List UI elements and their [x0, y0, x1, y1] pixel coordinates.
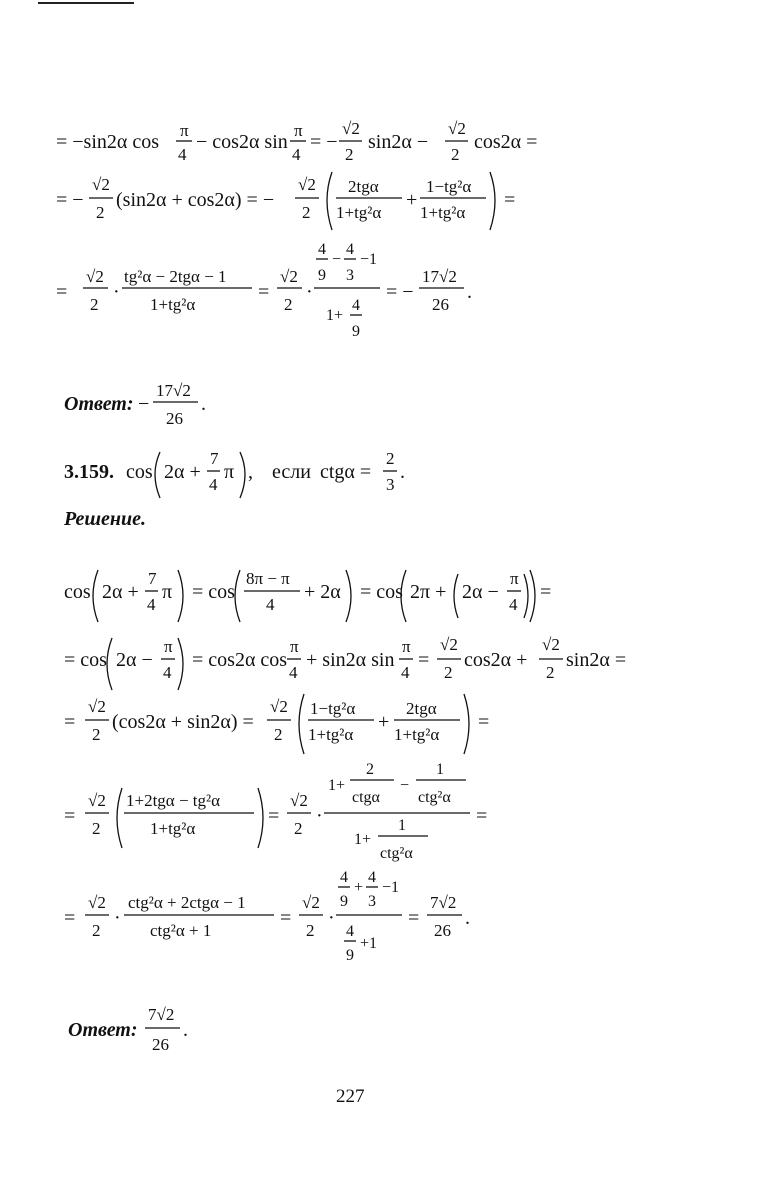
svg-text:4: 4	[509, 595, 518, 614]
equation-prev-line-3	[56, 242, 496, 346]
svg-text:2: 2	[366, 761, 374, 778]
svg-text:π: π	[180, 121, 189, 140]
svg-text:π: π	[290, 637, 299, 656]
svg-text:π: π	[294, 121, 303, 140]
svg-text:2: 2	[306, 921, 315, 940]
svg-text:1+: 1+	[326, 307, 344, 324]
svg-text:1+: 1+	[354, 831, 372, 848]
svg-text:·: ·	[328, 907, 335, 929]
svg-text:√2: √2	[88, 697, 106, 716]
svg-text:2: 2	[302, 203, 311, 222]
svg-text:.: .	[201, 393, 206, 415]
svg-text:1: 1	[398, 817, 406, 834]
svg-text:2: 2	[546, 663, 555, 682]
svg-text:− cos2α sin: − cos2α sin	[196, 131, 288, 153]
svg-text:4: 4	[318, 241, 326, 258]
svg-text:.: .	[467, 281, 472, 303]
svg-text:√2: √2	[86, 267, 104, 286]
svg-text:tg²α − 2tgα − 1: tg²α − 2tgα − 1	[124, 267, 227, 286]
svg-text:√2: √2	[88, 893, 106, 912]
svg-text:2tgα: 2tgα	[406, 699, 437, 718]
svg-text:=: =	[476, 805, 488, 827]
top-rule	[38, 2, 134, 4]
svg-text:=: =	[478, 711, 490, 733]
svg-text:= −sin2α cos: = −sin2α cos	[56, 131, 160, 153]
svg-text:4: 4	[352, 297, 360, 314]
svg-text:·: ·	[114, 907, 121, 929]
svg-text:7: 7	[148, 569, 157, 588]
svg-text:2: 2	[294, 819, 303, 838]
svg-text:√2: √2	[280, 267, 298, 286]
svg-text:7√2: 7√2	[148, 1005, 175, 1024]
svg-text:2: 2	[451, 145, 460, 164]
svg-text:ctg²α: ctg²α	[418, 789, 451, 806]
svg-text:= −: = −	[386, 281, 414, 303]
svg-text:ctgα =: ctgα =	[320, 461, 372, 483]
svg-text:cos: cos	[126, 461, 153, 483]
svg-text:cos2α =: cos2α =	[474, 131, 538, 153]
svg-text:=: =	[540, 581, 552, 603]
svg-text:=: =	[280, 907, 292, 929]
svg-text:= −: = −	[310, 131, 338, 153]
svg-text:26: 26	[152, 1035, 169, 1054]
previous-answer	[64, 372, 264, 436]
svg-text:2: 2	[92, 725, 101, 744]
svg-text:=: =	[504, 189, 516, 211]
svg-text:1+tg²α: 1+tg²α	[150, 819, 196, 838]
svg-text:·: ·	[306, 281, 313, 303]
svg-text:√2: √2	[290, 791, 308, 810]
svg-text:+: +	[378, 711, 390, 733]
solution-label: Решение.	[64, 508, 147, 530]
svg-text:π: π	[162, 581, 173, 603]
svg-text:2: 2	[386, 449, 395, 468]
svg-text:√2: √2	[270, 697, 288, 716]
svg-text:1−tg²α: 1−tg²α	[426, 177, 472, 196]
equation-solution-line-4	[64, 760, 504, 870]
svg-text:26: 26	[166, 409, 183, 428]
svg-text:=: =	[418, 649, 430, 671]
svg-text:1+tg²α: 1+tg²α	[420, 203, 466, 222]
svg-text:cos: cos	[64, 581, 91, 603]
equation-prev-line-1	[56, 108, 556, 168]
svg-text:9: 9	[352, 323, 360, 340]
svg-text:4: 4	[346, 241, 354, 258]
problem-number: 3.159.	[64, 461, 114, 483]
svg-text:.: .	[465, 907, 470, 929]
svg-text:2: 2	[90, 295, 99, 314]
svg-text:9: 9	[340, 893, 348, 910]
svg-text:−: −	[400, 777, 410, 794]
svg-text:+: +	[354, 879, 364, 896]
svg-text:2α −: 2α −	[462, 581, 499, 603]
svg-text:π: π	[510, 569, 519, 588]
svg-text:,: ,	[248, 461, 253, 483]
svg-text:4: 4	[178, 145, 187, 164]
svg-text:−: −	[332, 251, 342, 268]
svg-text:.: .	[183, 1019, 188, 1041]
svg-text:+: +	[406, 189, 418, 211]
answer-label: Ответ:	[68, 1019, 138, 1041]
svg-text:=: =	[64, 805, 76, 827]
answer-label: Ответ:	[64, 393, 134, 415]
svg-text:4: 4	[340, 869, 348, 886]
svg-text:2tgα: 2tgα	[348, 177, 379, 196]
svg-text:= cos2α cos: = cos2α cos	[192, 649, 288, 671]
svg-text:1+: 1+	[328, 777, 346, 794]
svg-text:+ sin2α sin: + sin2α sin	[306, 649, 395, 671]
svg-text:·: ·	[113, 281, 120, 303]
svg-text:26: 26	[432, 295, 449, 314]
svg-text:3: 3	[386, 475, 395, 494]
svg-text:·: ·	[316, 805, 323, 827]
svg-text:4: 4	[368, 869, 376, 886]
svg-text:π: π	[402, 637, 411, 656]
svg-text:1: 1	[436, 761, 444, 778]
svg-text:π: π	[164, 637, 173, 656]
svg-text:4: 4	[147, 595, 156, 614]
svg-text:1+tg²α: 1+tg²α	[150, 295, 196, 314]
svg-text:−1: −1	[360, 251, 378, 268]
svg-text:=: =	[258, 281, 270, 303]
svg-text:2α +: 2α +	[102, 581, 139, 603]
svg-text:= cos: = cos	[192, 581, 235, 603]
svg-text:−: −	[138, 393, 150, 415]
svg-text:2: 2	[444, 663, 453, 682]
svg-text:√2: √2	[542, 635, 560, 654]
svg-text:4: 4	[401, 663, 410, 682]
svg-text:√2: √2	[448, 119, 466, 138]
svg-text:√2: √2	[92, 175, 110, 194]
svg-text:= −: = −	[56, 189, 84, 211]
svg-text:=: =	[268, 805, 280, 827]
svg-text:9: 9	[346, 947, 354, 964]
equation-solution-line-3	[64, 690, 504, 760]
svg-text:7: 7	[210, 449, 219, 468]
svg-text:8π − π: 8π − π	[246, 569, 290, 588]
svg-text:17√2: 17√2	[156, 381, 191, 400]
svg-text:√2: √2	[342, 119, 360, 138]
svg-text:7√2: 7√2	[430, 893, 457, 912]
svg-text:2: 2	[96, 203, 105, 222]
problem-statement	[64, 444, 424, 504]
svg-text:1+tg²α: 1+tg²α	[308, 725, 354, 744]
svg-text:ctg²α + 2ctgα − 1: ctg²α + 2ctgα − 1	[128, 893, 246, 912]
svg-text:1+tg²α: 1+tg²α	[336, 203, 382, 222]
svg-text:2: 2	[284, 295, 293, 314]
svg-text:3: 3	[368, 893, 376, 910]
condition-word: если	[272, 461, 311, 483]
svg-text:sin2α =: sin2α =	[566, 649, 627, 671]
svg-text:4: 4	[266, 595, 275, 614]
svg-text:(cos2α + sin2α) =: (cos2α + sin2α) =	[112, 711, 254, 733]
svg-text:ctgα: ctgα	[352, 789, 380, 806]
svg-text:ctg²α + 1: ctg²α + 1	[150, 921, 212, 940]
svg-text:=: =	[408, 907, 420, 929]
svg-text:= cos: = cos	[360, 581, 403, 603]
svg-text:−1: −1	[382, 879, 400, 896]
svg-text:2π +: 2π +	[410, 581, 447, 603]
equation-solution-line-5	[64, 868, 484, 968]
svg-text:cos2α +: cos2α +	[464, 649, 528, 671]
svg-text:π: π	[224, 461, 235, 483]
svg-text:3: 3	[346, 267, 354, 284]
svg-text:9: 9	[318, 267, 326, 284]
svg-text:4: 4	[163, 663, 172, 682]
svg-text:4: 4	[292, 145, 301, 164]
svg-text:2α −: 2α −	[116, 649, 153, 671]
svg-text:√2: √2	[302, 893, 320, 912]
svg-text:2: 2	[274, 725, 283, 744]
svg-text:+1: +1	[360, 935, 378, 952]
svg-text:.: .	[400, 461, 405, 483]
svg-text:4: 4	[209, 475, 218, 494]
svg-text:2α +: 2α +	[164, 461, 201, 483]
svg-text:17√2: 17√2	[422, 267, 457, 286]
svg-text:+ 2α: + 2α	[304, 581, 341, 603]
svg-text:4: 4	[346, 923, 354, 940]
svg-text:√2: √2	[298, 175, 316, 194]
svg-text:2: 2	[345, 145, 354, 164]
equation-prev-line-2	[56, 168, 526, 240]
svg-text:=: =	[56, 281, 68, 303]
svg-text:√2: √2	[88, 791, 106, 810]
svg-text:ctg²α: ctg²α	[380, 845, 413, 862]
svg-text:1+2tgα − tg²α: 1+2tgα − tg²α	[126, 791, 221, 810]
page-number: 227	[336, 1086, 365, 1107]
svg-text:=: =	[64, 907, 76, 929]
svg-text:1+tg²α: 1+tg²α	[394, 725, 440, 744]
svg-text:(sin2α + cos2α) = −: (sin2α + cos2α) = −	[116, 189, 275, 211]
final-answer	[68, 998, 268, 1062]
equation-solution-line-2	[64, 632, 644, 696]
equation-solution-line-1	[64, 564, 552, 628]
svg-text:2: 2	[92, 921, 101, 940]
svg-text:4: 4	[289, 663, 298, 682]
svg-text:2: 2	[92, 819, 101, 838]
svg-text:sin2α −: sin2α −	[368, 131, 429, 153]
svg-text:26: 26	[434, 921, 451, 940]
svg-text:1−tg²α: 1−tg²α	[310, 699, 356, 718]
svg-text:√2: √2	[440, 635, 458, 654]
svg-text:=: =	[64, 711, 76, 733]
svg-text:= cos: = cos	[64, 649, 107, 671]
